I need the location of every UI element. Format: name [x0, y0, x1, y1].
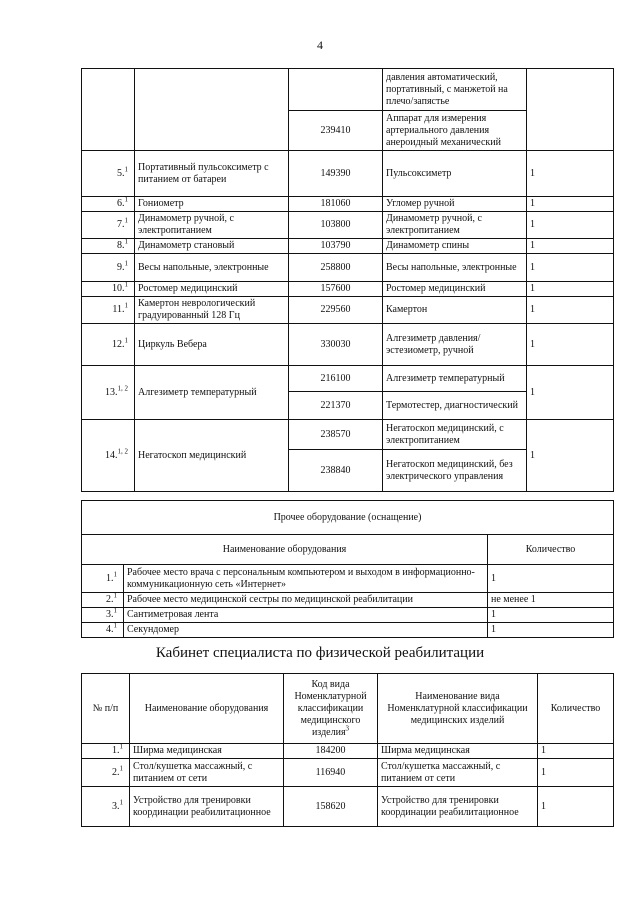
footnote-mark: 1	[124, 237, 128, 246]
row-number	[82, 324, 135, 366]
equipment-name: Весы напольные, электронные	[135, 254, 289, 282]
equipment-name: Устройство для тренировки координации реабилитационное	[130, 787, 284, 827]
row-number-text: 2.	[106, 594, 114, 605]
equipment-name: Гониометр	[135, 197, 289, 212]
quantity: 1	[488, 565, 614, 593]
footnote-mark: 1	[119, 742, 123, 751]
classification-type: Динамометр ручной, с электропитанием	[383, 212, 527, 239]
classification-type: Динамометр спины	[383, 239, 527, 254]
row-number	[82, 282, 135, 297]
classification-type: Угломер ручной	[383, 197, 527, 212]
footnote-mark: 1	[119, 764, 123, 773]
footnote-mark: 1, 2	[117, 384, 128, 393]
row-number	[82, 759, 130, 787]
table-row	[82, 623, 614, 638]
classification-code: 116940	[284, 759, 378, 787]
quantity: 1	[538, 787, 614, 827]
row-number	[82, 593, 124, 608]
row-number-text: 8.	[117, 240, 125, 251]
row-number	[82, 297, 135, 324]
table-row	[82, 254, 614, 282]
classification-type: Стол/кушетка массажный, с питанием от сети	[378, 759, 538, 787]
table-row	[82, 324, 614, 366]
classification-code: 229560	[289, 297, 383, 324]
classification-type: Ширма медицинская	[378, 744, 538, 759]
classification-code: 149390	[289, 151, 383, 197]
classification-type: Алгезиметр температурный	[383, 366, 527, 392]
table-row	[82, 297, 614, 324]
row-number-text: 9.	[117, 261, 125, 273]
quantity: 1	[538, 744, 614, 759]
row-number-text: 10.	[112, 283, 125, 294]
row-number	[82, 197, 135, 212]
footnote-mark: 1	[113, 591, 117, 600]
footnote-mark: 1	[113, 621, 117, 630]
row-number-text: 2.	[112, 766, 120, 778]
footnote-mark: 1	[113, 570, 117, 579]
row-number-text: 3.	[106, 609, 114, 620]
footnote-mark: 1	[124, 301, 128, 310]
quantity	[527, 69, 614, 151]
table-row	[82, 744, 614, 759]
classification-code: 181060	[289, 197, 383, 212]
footnote-mark: 1	[124, 195, 128, 204]
classification-code: 238570	[289, 420, 383, 450]
classification-code: 216100	[289, 366, 383, 392]
footnote-mark: 1	[124, 165, 128, 174]
classification-type: давления автоматический, портативный, с манжетой на плечо/запястье	[383, 69, 527, 111]
header-type: Наименование вида Номенклатурной классификации медицинских изделий	[378, 674, 538, 744]
row-number	[82, 69, 135, 151]
quantity: 1	[488, 623, 614, 638]
quantity: 1	[527, 151, 614, 197]
quantity: 1	[488, 608, 614, 623]
equipment-name: Рабочее место медицинской сестры по медицинской реабилитации	[124, 593, 488, 608]
classification-code: 158620	[284, 787, 378, 827]
equipment-name: Камертон неврологический градуированный 128 Гц	[135, 297, 289, 324]
row-number-text: 3.	[112, 800, 120, 812]
quantity: 1	[527, 239, 614, 254]
footnote-mark: 1	[124, 259, 128, 268]
quantity: 1	[527, 197, 614, 212]
table-row	[82, 608, 614, 623]
classification-code: 258800	[289, 254, 383, 282]
table-row	[82, 239, 614, 254]
other-equipment-table	[81, 500, 614, 638]
row-number	[82, 151, 135, 197]
quantity: 1	[527, 366, 614, 420]
footnote-mark: 1	[124, 336, 128, 345]
classification-type: Аппарат для измерения артериального давления анероидный механический	[383, 111, 527, 151]
classification-code: 103800	[289, 212, 383, 239]
classification-code: 157600	[289, 282, 383, 297]
header-quantity: Количество	[488, 535, 614, 565]
classification-type: Алгезиметр давления/эстезиометр, ручной	[383, 324, 527, 366]
row-number-text: 1.	[112, 745, 120, 756]
classification-type: Ростомер медицинский	[383, 282, 527, 297]
equipment-name: Сантиметровая лента	[124, 608, 488, 623]
equipment-name: Портативный пульсоксиметр с питанием от батареи	[135, 151, 289, 197]
equipment-name: Динамометр становый	[135, 239, 289, 254]
header-equipment-name: Наименование оборудования	[82, 535, 488, 565]
quantity: 1	[527, 297, 614, 324]
row-number	[82, 623, 124, 638]
row-number	[82, 254, 135, 282]
equipment-name: Стол/кушетка массажный, с питанием от сети	[130, 759, 284, 787]
classification-code: 103790	[289, 239, 383, 254]
row-number	[82, 608, 124, 623]
table-row	[82, 420, 614, 450]
row-number	[82, 366, 135, 420]
table-row	[82, 197, 614, 212]
quantity: 1	[538, 759, 614, 787]
row-number-text: 7.	[117, 219, 125, 230]
row-number-text: 13.	[105, 386, 118, 398]
equipment-name: Алгезиметр температурный	[135, 366, 289, 420]
row-number-text: 5.	[117, 167, 125, 179]
equipment-name: Динамометр ручной, с электропитанием	[135, 212, 289, 239]
header-name: Наименование оборудования	[130, 674, 284, 744]
header-code: Код вида Номенклатурной классификации медицинского изделия$^3$	[284, 674, 378, 744]
row-number-text: 11.	[112, 304, 125, 315]
footnote-mark: 1	[119, 798, 123, 807]
classification-type: Устройство для тренировки координации реабилитационное	[378, 787, 538, 827]
equipment-name: Ширма медицинская	[130, 744, 284, 759]
equipment-name: Рабочее место врача с персональным компьютером и выходом в информационно-коммуникационную сеть «Интернет»	[124, 565, 488, 593]
table-row	[82, 366, 614, 392]
table-row	[82, 593, 614, 608]
table-row	[82, 787, 614, 827]
page-number: 4	[317, 38, 323, 52]
classification-code: 330030	[289, 324, 383, 366]
classification-code: 239410	[289, 111, 383, 151]
equipment-name: Циркуль Вебера	[135, 324, 289, 366]
classification-type: Камертон	[383, 297, 527, 324]
table-row	[82, 69, 614, 111]
row-number-text: 12.	[112, 338, 125, 350]
row-number-text: 14.	[105, 449, 118, 461]
row-number	[82, 239, 135, 254]
classification-type: Пульсоксиметр	[383, 151, 527, 197]
header-qty: Количество	[538, 674, 614, 744]
header-num: № п/п	[82, 674, 130, 744]
equipment-name: Негатоскоп медицинский	[135, 420, 289, 492]
classification-code	[289, 69, 383, 111]
classification-code: 238840	[289, 450, 383, 492]
table-row	[82, 282, 614, 297]
row-number	[82, 212, 135, 239]
classification-type: Негатоскоп медицинский, без электрического управления	[383, 450, 527, 492]
row-number	[82, 744, 130, 759]
quantity: не менее 1	[488, 593, 614, 608]
classification-code: 221370	[289, 392, 383, 420]
footnote-mark: 1	[124, 280, 128, 289]
table-row	[82, 759, 614, 787]
footnote-mark: 1	[124, 216, 128, 225]
equipment-name: Ростомер медицинский	[135, 282, 289, 297]
footnote-mark: 1, 2	[117, 447, 128, 456]
quantity: 1	[527, 282, 614, 297]
classification-type: Негатоскоп медицинский, с электропитанием	[383, 420, 527, 450]
quantity: 1	[527, 254, 614, 282]
row-number-text: 6.	[117, 198, 125, 209]
row-number	[82, 565, 124, 593]
row-number-text: 4.	[106, 624, 114, 635]
footnote-mark: 1	[113, 606, 117, 615]
classification-code: 184200	[284, 744, 378, 759]
physical-rehab-table	[81, 673, 614, 827]
equipment-table-continued	[81, 68, 614, 492]
quantity: 1	[527, 212, 614, 239]
row-number-text: 1.	[106, 572, 114, 584]
equipment-name: Секундомер	[124, 623, 488, 638]
quantity: 1	[527, 324, 614, 366]
row-number	[82, 420, 135, 492]
quantity: 1	[527, 420, 614, 492]
table-row	[82, 565, 614, 593]
classification-type: Термотестер, диагностический	[383, 392, 527, 420]
equipment-name	[135, 69, 289, 151]
row-number	[82, 787, 130, 827]
other-equipment-title: Прочее оборудование (оснащение)	[82, 501, 614, 535]
table-row	[82, 151, 614, 197]
classification-type: Весы напольные, электронные	[383, 254, 527, 282]
section-title: Кабинет специалиста по физической реабилитации	[155, 645, 485, 661]
table-row	[82, 212, 614, 239]
